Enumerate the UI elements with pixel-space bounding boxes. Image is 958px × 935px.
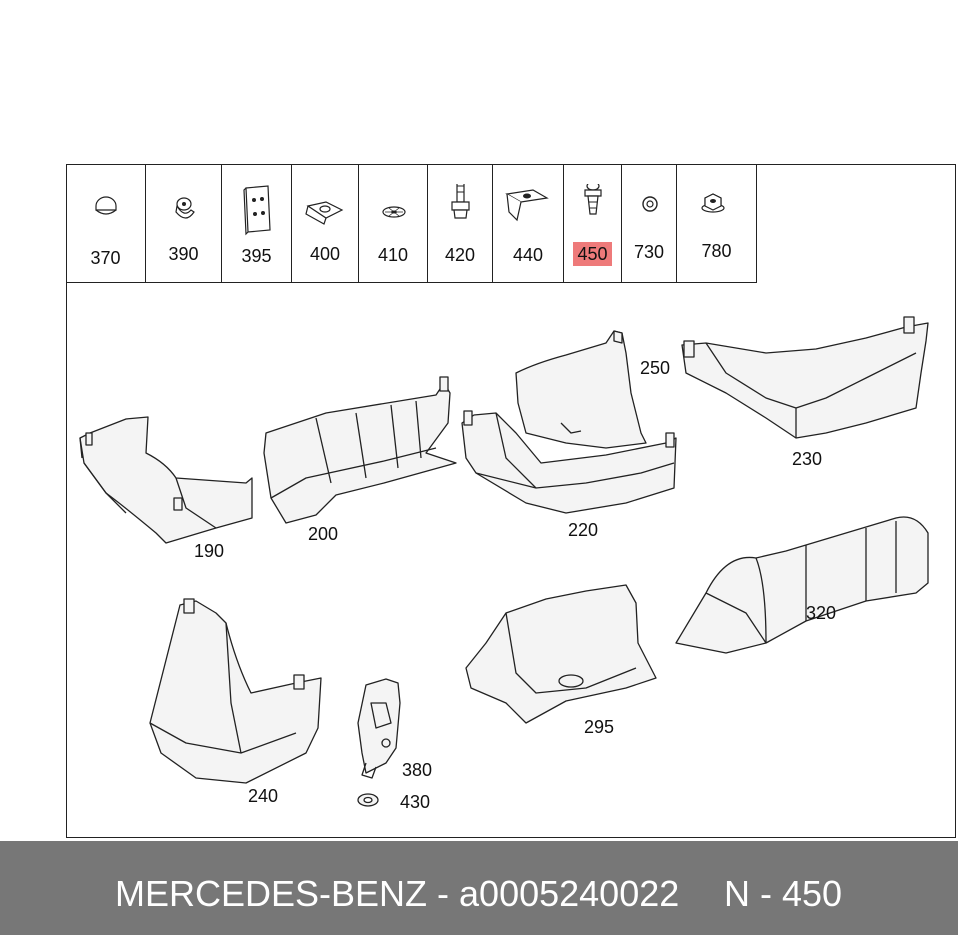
footer-part-number: MERCEDES-BENZ - a0005240022	[115, 873, 680, 914]
part-230[interactable]	[682, 317, 928, 438]
callout-240: 240	[248, 786, 279, 806]
part-250[interactable]	[516, 331, 646, 448]
legend-cell-440[interactable]	[493, 164, 564, 282]
part-320[interactable]	[676, 517, 928, 653]
callout-320: 320	[806, 603, 837, 623]
legend-number: 780	[701, 241, 732, 261]
highlight-label: 450	[573, 242, 611, 266]
callout-430: 430	[400, 792, 431, 812]
legend-number: 440	[512, 245, 544, 265]
legend-cell-450[interactable]	[564, 164, 622, 282]
cap-icon	[66, 184, 146, 244]
callout-295: 295	[584, 717, 615, 737]
part-380[interactable]	[358, 679, 400, 778]
legend-number: 730	[633, 242, 665, 262]
legend-number: 370	[90, 248, 121, 268]
legend-cell-410[interactable]	[359, 164, 428, 282]
callout-380: 380	[402, 760, 433, 780]
spring-nut-icon	[292, 184, 359, 244]
flange-nut-icon	[677, 184, 756, 244]
clip-plate-icon	[222, 184, 292, 244]
legend-cell-400[interactable]	[292, 164, 359, 282]
part-430[interactable]	[358, 794, 378, 806]
legend-cell-730[interactable]	[622, 164, 677, 282]
legend-number-highlighted	[564, 244, 621, 265]
legend-table	[66, 164, 757, 283]
legend-cell-370[interactable]	[66, 164, 146, 282]
legend-number: 410	[377, 245, 409, 265]
callout-190: 190	[194, 541, 225, 561]
legend-number: 400	[309, 244, 341, 264]
part-240[interactable]	[150, 599, 321, 783]
parts-drawing	[66, 283, 956, 838]
push-rivet-icon	[146, 184, 222, 244]
footer-bar	[0, 841, 958, 935]
bolt-icon	[428, 184, 493, 244]
star-washer-icon	[359, 184, 428, 244]
expanding-rivet-icon	[564, 184, 622, 244]
legend-cell-395[interactable]	[222, 164, 292, 282]
callout-230: 230	[792, 449, 823, 469]
washer-icon	[622, 184, 677, 244]
part-200[interactable]	[264, 377, 456, 523]
callout-200: 200	[308, 524, 339, 544]
part-190[interactable]	[80, 417, 252, 543]
legend-cell-420[interactable]	[428, 164, 493, 282]
legend-cell-390[interactable]	[146, 164, 222, 282]
callout-250: 250	[640, 358, 671, 378]
part-295[interactable]	[466, 585, 656, 723]
footer-position-code: N - 450	[724, 873, 843, 914]
callout-220: 220	[568, 520, 599, 540]
legend-number: 420	[444, 245, 476, 265]
bracket-icon	[493, 184, 564, 244]
legend-number: 390	[168, 244, 199, 264]
legend-cell-780[interactable]	[677, 164, 756, 282]
legend-number: 395	[241, 246, 272, 266]
